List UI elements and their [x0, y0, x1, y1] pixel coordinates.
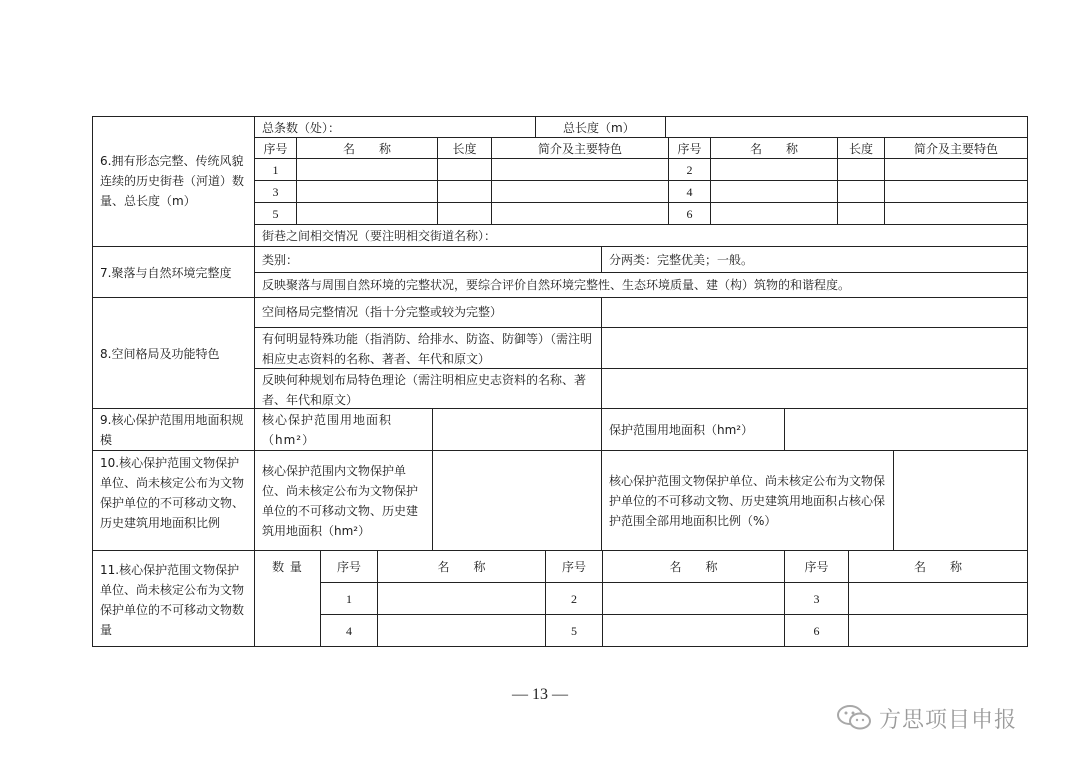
total-length-label: 总长度（m） — [563, 121, 635, 135]
type-label: 类别： — [262, 253, 299, 267]
row9-label: 9.核心保护范围用地面积规模 — [100, 413, 244, 447]
heritage-area-label: 核心保护范围内文物保护单位、尚未核定公布为文物保护单位的不可移动文物、历史建筑用地面积（hm²） — [262, 464, 419, 538]
row11-label: 11.核心保护范围文物保护单位、尚未核定公布为文物保护单位的不可移动文物数量 — [100, 563, 245, 637]
col-length-right: 长度 — [848, 142, 873, 156]
row11-col-name-1: 名 称 — [437, 560, 486, 574]
row11-seq-4: 4 — [346, 624, 352, 638]
heritage-ratio-label: 核心保护范围文物保护单位、尚未核定公布为文物保护单位的不可移动文物、历史建筑用地面积占核心保护范围全部用地面积比例（%） — [609, 474, 886, 528]
col-count: 数 量 — [272, 560, 303, 574]
col-name-right: 名 称 — [749, 142, 798, 156]
row6-seq-1: 1 — [272, 163, 279, 177]
row7-label: 7.聚落与自然环境完整度 — [100, 266, 232, 280]
row11-col-seq-2: 序号 — [561, 560, 586, 574]
page-number: — 13 — — [512, 686, 568, 703]
row10-label: 10.核心保护范围文物保护单位、尚未核定公布为文物保护单位的不可移动文物、历史建筑用地面积比例 — [100, 456, 245, 530]
row11-seq-6: 6 — [813, 624, 820, 638]
intersection-label: 街巷之间相交情况（要注明相交街道名称）： — [262, 229, 497, 243]
row6-seq-2: 2 — [686, 163, 693, 177]
row11-col-seq-3: 序号 — [804, 560, 829, 574]
core-area-label: 核心保护范围用地面积（hm²） — [262, 413, 393, 447]
row11-seq-1: 1 — [346, 592, 352, 606]
row6-seq-6: 6 — [686, 207, 693, 221]
row8-label: 8.空间格局及功能特色 — [100, 347, 220, 361]
environment-description: 反映聚落与周围自然环境的完整状况，要综合评价自然环境完整性、生态环境质量、建（构）筑物的和谐程度。 — [262, 278, 851, 292]
col-desc-left: 简介及主要特色 — [537, 142, 622, 156]
row6-seq-5: 5 — [272, 207, 279, 221]
col-desc-right: 简介及主要特色 — [913, 142, 998, 156]
row11-col-seq-1: 序号 — [336, 560, 361, 574]
row6-label: 6.拥有形态完整、传统风貌连续的历史街巷（河道）数量、总长度（m） — [100, 154, 245, 208]
col-seq-left: 序号 — [263, 142, 288, 156]
watermark — [835, 700, 1017, 736]
row11-seq-5: 5 — [571, 624, 577, 638]
special-functions: 有何明显特殊功能（指消防、给排水、防盗、防御等）（需注明相应史志资料的名称、著者、年代和原文） — [262, 332, 593, 366]
col-name-left: 名 称 — [342, 142, 391, 156]
planning-theory: 反映何种规划布局特色理论（需注明相应史志资料的名称、著者、年代和原文） — [262, 373, 587, 407]
row6-seq-3: 3 — [272, 185, 279, 199]
layout-integrity: 空间格局完整情况（指十分完整或较为完整） — [262, 305, 503, 319]
row11-seq-3: 3 — [813, 592, 820, 606]
col-seq-right: 序号 — [677, 142, 702, 156]
wechat-icon — [835, 703, 873, 733]
total-count-label: 总条数（处）： — [262, 121, 341, 135]
row6-seq-4: 4 — [686, 185, 693, 199]
row11-seq-2: 2 — [571, 592, 577, 606]
protect-area-label: 保护范围用地面积（hm²） — [609, 423, 754, 437]
row11-col-name-3: 名 称 — [913, 560, 962, 574]
row11-col-name-2: 名 称 — [669, 560, 718, 574]
type-options: 分两类：完整优美；一般。 — [609, 253, 754, 267]
col-length-left: 长度 — [452, 142, 477, 156]
watermark-text: 方思项目申报 — [879, 707, 1018, 733]
